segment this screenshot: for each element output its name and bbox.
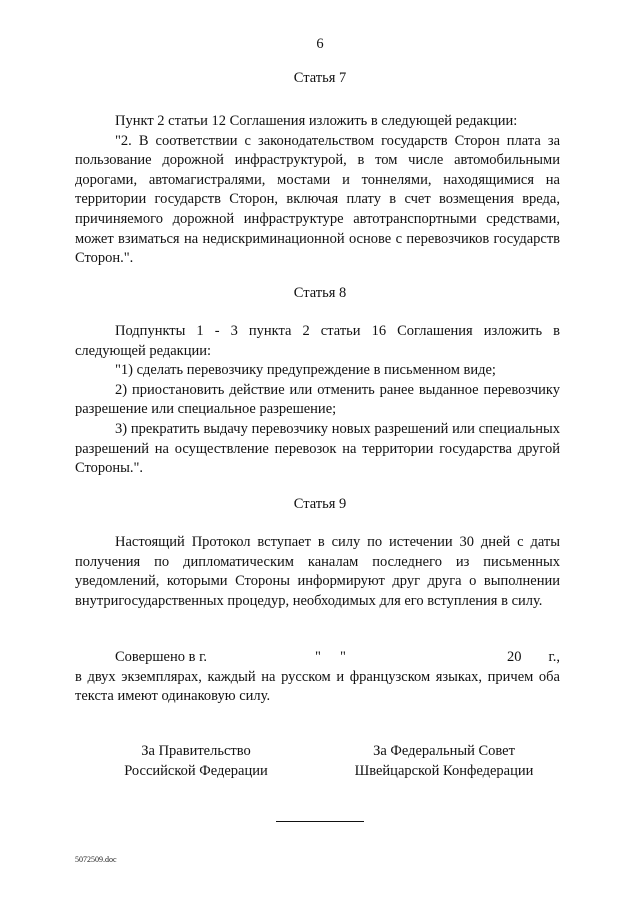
closing-rule xyxy=(276,821,364,822)
article-8-intro: Подпункты 1 - 3 пункта 2 статьи 16 Соглашения изложить в следующей редакции: xyxy=(75,323,560,359)
document-id: 5072509.doc xyxy=(75,855,117,864)
done-at-quote-close: " xyxy=(340,649,346,665)
signature-russia-line-2: Российской Федерации xyxy=(124,762,268,779)
article-7-heading: Статья 7 xyxy=(293,70,347,86)
signature-switzerland-line-2: Швейцарской Конфедерации xyxy=(354,762,534,779)
article-7-body xyxy=(75,112,560,269)
done-at-year: 20 xyxy=(507,649,522,665)
done-at-line xyxy=(75,648,560,668)
article-9-heading: Статья 9 xyxy=(293,496,347,512)
done-at-prefix: Совершено в г. xyxy=(115,649,208,665)
article-7-intro: Пункт 2 статьи 12 Соглашения изложить в следующей редакции: xyxy=(115,113,518,129)
article-9-body xyxy=(75,533,560,611)
article-7-quote: "2. В соответствии с законодательством государств Сторон плата за пользование дорожной инфраструктурой, в том числе автомобильными дорогами, автомагистралями, мостами и тоннелями, находящимися на территории государств Сторон, включая плату в счет возмещения вреда, причиняемого дорожной инфраструктуре автотранспортными средствами, может взиматься на недискриминационной основе с перевозчиков государств Сторон.". xyxy=(75,132,560,267)
done-at-rest: в двух экземплярах, каждый на русском и французском языках, причем оба текста имеют одинаковую силу. xyxy=(75,668,560,705)
done-at-year-suffix: г., xyxy=(548,649,560,665)
article-9-text: Настоящий Протокол вступает в силу по истечении 30 дней с даты получения по дипломатическим каналам последнего из письменных уведомлений, которыми Стороны информируют друг друга о выполнении внутригосударственных процедур, необходимых для его вступления в силу. xyxy=(75,534,560,609)
signature-switzerland-line-1: За Федеральный Совет xyxy=(373,743,515,759)
article-8-body xyxy=(75,322,560,479)
article-8-item-3: 3) прекратить выдачу перевозчику новых разрешений или специальных разрешений на осуществление перевозок на территории государства другой Стороны.". xyxy=(75,420,560,477)
article-8-heading: Статья 8 xyxy=(293,285,347,301)
article-8-item-1: "1) сделать перевозчику предупреждение в письменном виде; xyxy=(115,362,496,379)
article-8-item-2: 2) приостановить действие или отменить ранее выданное перевозчику разрешение или специальное разрешение; xyxy=(75,381,560,418)
signature-russia-line-1: За Правительство xyxy=(141,743,251,759)
signature-russia xyxy=(86,742,306,781)
done-at-block xyxy=(75,648,560,707)
page-number: 6 xyxy=(316,36,324,52)
done-at-quote-open: " xyxy=(315,649,321,665)
signature-switzerland xyxy=(334,742,554,781)
